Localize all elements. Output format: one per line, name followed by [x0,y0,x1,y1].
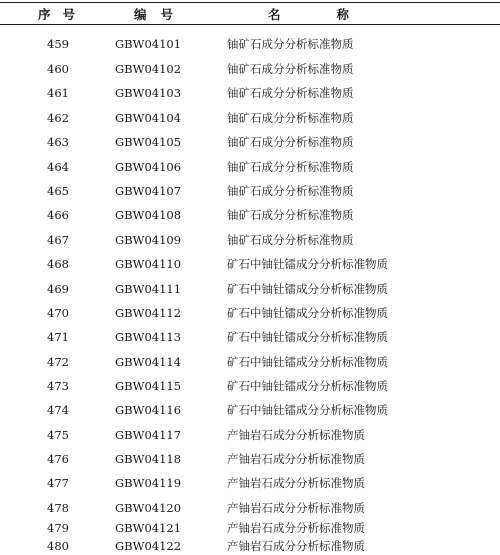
table-row [0,35,500,53]
row-name: 铀矿石成分分析标准物质 [227,233,354,247]
table-row [0,255,500,273]
table-row [0,231,500,249]
row-code: GBW04117 [115,428,182,442]
row-seq: 466 [47,208,69,222]
table-row [0,353,500,371]
row-seq: 467 [47,233,69,247]
row-code: GBW04108 [115,208,182,222]
row-seq: 469 [47,282,69,296]
row-code: GBW04119 [115,476,182,490]
row-code: GBW04106 [115,160,182,174]
row-seq: 462 [47,111,69,125]
row-name: 铀矿石成分分析标准物质 [227,86,354,100]
table-row [0,158,500,176]
table-row [0,206,500,224]
row-name: 产铀岩石成分分析标准物质 [227,521,365,535]
table-row [0,474,500,492]
row-name: 产铀岩石成分分析标准物质 [227,539,365,553]
row-seq: 470 [47,306,69,320]
row-name: 矿石中铀钍镭成分分析标准物质 [227,257,388,271]
header-name: 名称 [268,7,406,22]
row-seq: 475 [47,428,69,442]
row-seq: 459 [47,37,69,51]
row-code: GBW04107 [115,184,182,198]
table-row [0,84,500,102]
row-code: GBW04120 [115,501,182,515]
table-header [0,3,500,24]
row-code: GBW04116 [115,403,182,417]
table-row [0,109,500,127]
row-name: 铀矿石成分分析标准物质 [227,208,354,222]
row-code: GBW04121 [115,521,182,535]
header-code: 编号 [134,7,188,22]
table-row [0,328,500,346]
table-header-rule [0,24,500,25]
table-row [0,537,500,555]
table-row [0,280,500,298]
row-seq: 460 [47,62,69,76]
row-seq: 473 [47,379,69,393]
row-code: GBW04115 [115,379,182,393]
row-code: GBW04122 [115,539,182,553]
row-code: GBW04118 [115,452,182,466]
row-seq: 468 [47,257,69,271]
row-code: GBW04103 [115,86,182,100]
row-seq: 463 [47,135,69,149]
row-name: 矿石中铀钍镭成分分析标准物质 [227,306,388,320]
table-row [0,499,500,517]
row-name: 产铀岩石成分分析标准物质 [227,452,365,466]
row-name: 铀矿石成分分析标准物质 [227,184,354,198]
row-seq: 476 [47,452,69,466]
row-seq: 479 [47,521,69,535]
row-name: 产铀岩石成分分析标准物质 [227,428,365,442]
table-row [0,519,500,537]
row-code: GBW04104 [115,111,182,125]
row-seq: 477 [47,476,69,490]
row-seq: 480 [47,539,69,553]
row-name: 铀矿石成分分析标准物质 [227,160,354,174]
table-row [0,60,500,78]
row-name: 产铀岩石成分分析标准物质 [227,501,365,515]
row-code: GBW04109 [115,233,182,247]
table-row [0,377,500,395]
row-code: GBW04111 [115,282,182,296]
row-name: 铀矿石成分分析标准物质 [227,62,354,76]
table-row [0,182,500,200]
table-row [0,426,500,444]
row-code: GBW04114 [115,355,182,369]
row-name: 矿石中铀钍镭成分分析标准物质 [227,330,388,344]
row-seq: 465 [47,184,69,198]
row-code: GBW04105 [115,135,182,149]
row-name: 产铀岩石成分分析标准物质 [227,476,365,490]
row-seq: 478 [47,501,69,515]
row-name: 矿石中铀钍镭成分分析标准物质 [227,403,388,417]
row-seq: 472 [47,355,69,369]
table-row [0,133,500,151]
table-row [0,401,500,419]
row-seq: 461 [47,86,69,100]
row-code: GBW04102 [115,62,182,76]
row-code: GBW04101 [115,37,182,51]
row-code: GBW04113 [115,330,182,344]
row-seq: 471 [47,330,69,344]
row-name: 铀矿石成分分析标准物质 [227,135,354,149]
row-name: 铀矿石成分分析标准物质 [227,37,354,51]
row-name: 矿石中铀钍镭成分分析标准物质 [227,379,388,393]
table-row [0,450,500,468]
row-code: GBW04110 [115,257,182,271]
row-seq: 464 [47,160,69,174]
row-name: 矿石中铀钍镭成分分析标准物质 [227,355,388,369]
row-seq: 474 [47,403,69,417]
row-code: GBW04112 [115,306,182,320]
header-seq: 序号 [38,7,88,22]
table-row [0,304,500,322]
row-name: 铀矿石成分分析标准物质 [227,111,354,125]
row-name: 矿石中铀钍镭成分分析标准物质 [227,282,388,296]
